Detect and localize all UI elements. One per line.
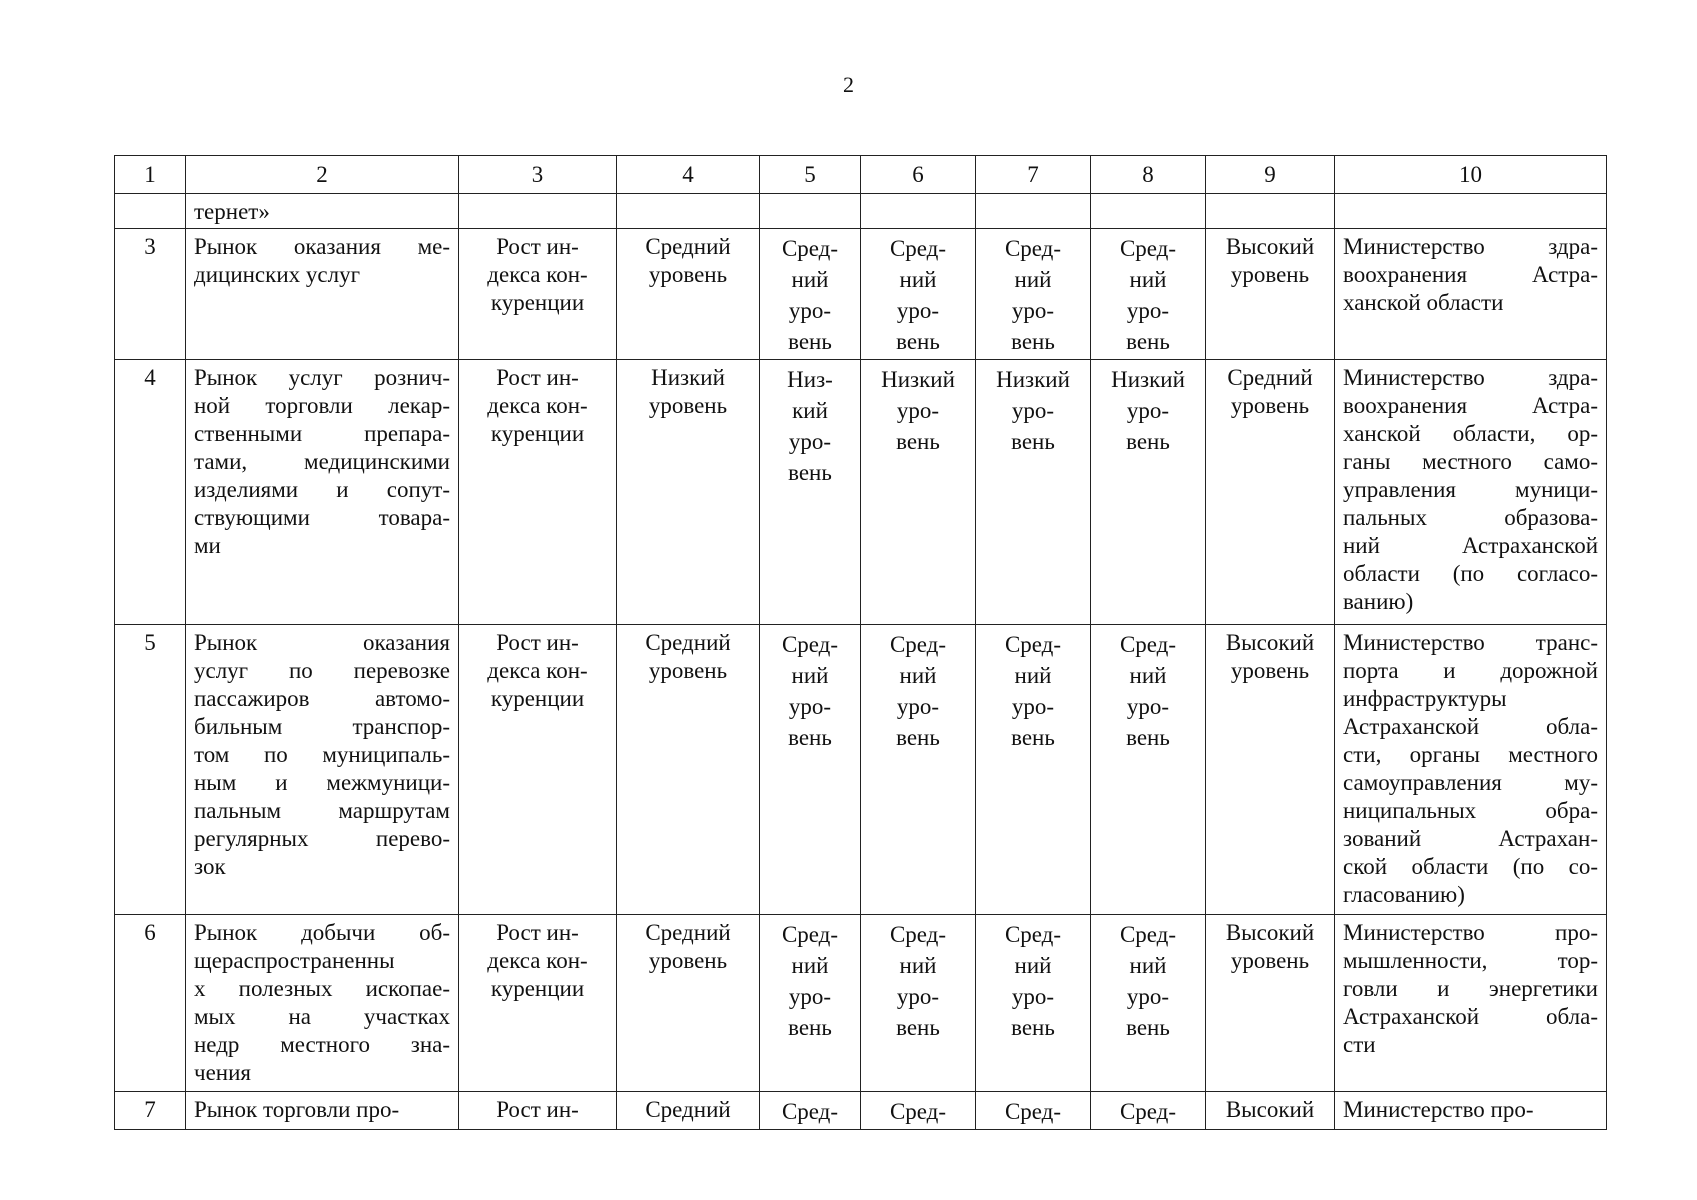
responsible-body-cell xyxy=(1335,625,1607,915)
market-name-cell-line: недр местного зна- xyxy=(194,1032,450,1057)
market-name-cell-line: ным и межмуници- xyxy=(194,770,450,795)
level-2021-cell xyxy=(760,360,861,625)
level-2021-cell-line: Сред- xyxy=(781,632,839,657)
level-2024-cell-line: ний xyxy=(1129,953,1167,978)
level-2024-cell-line: уро- xyxy=(1126,298,1170,323)
level-2024-cell-line: уро- xyxy=(1126,694,1170,719)
level-2024-cell-line: Сред- xyxy=(1119,1099,1177,1124)
growth-index-cell-line: декса кон- xyxy=(487,393,588,418)
level-2024-cell-line: Сред- xyxy=(1119,632,1177,657)
level-2024-cell-line: ний xyxy=(1129,267,1167,292)
level-2024-cell-line: Сред- xyxy=(1119,922,1177,947)
level-2022-cell-line: Низкий xyxy=(881,367,955,392)
level-2020-cell-line: Средний xyxy=(645,234,731,259)
responsible-body-cell-line: ний Астраханской xyxy=(1343,533,1598,558)
row-number: 5 xyxy=(115,625,186,915)
market-name-cell-line: регулярных перево- xyxy=(194,826,450,851)
level-2024-cell xyxy=(1091,625,1206,915)
level-2023-cell-line: вень xyxy=(1011,429,1055,454)
row-number: 3 xyxy=(115,229,186,360)
level-2022-cell-line: Сред- xyxy=(889,1099,947,1124)
market-name-cell xyxy=(186,360,459,625)
growth-index-cell xyxy=(459,1092,617,1130)
level-2023-cell-line: вень xyxy=(1011,1015,1055,1040)
growth-index-cell-line: куренции xyxy=(490,976,585,1001)
responsible-body-cell-line: зований Астрахан- xyxy=(1343,826,1598,851)
level-2021-cell-line: Низ- xyxy=(787,367,833,392)
continuation-row xyxy=(115,194,1607,229)
level-2021-cell xyxy=(760,229,861,360)
table-row xyxy=(115,1092,1607,1130)
level-2025-cell-line: уровень xyxy=(1230,948,1310,973)
growth-index-cell-line: декса кон- xyxy=(487,262,588,287)
responsible-body-cell-line: порта и дорожной xyxy=(1343,658,1598,683)
market-name-cell-line: том по муниципаль- xyxy=(194,742,450,767)
level-2022-cell xyxy=(861,915,976,1092)
level-2023-cell xyxy=(976,915,1091,1092)
level-2021-cell-line: Сред- xyxy=(781,922,839,947)
level-2023-cell-line: вень xyxy=(1011,725,1055,750)
level-2020-cell-line: Средний xyxy=(645,630,731,655)
table-row xyxy=(115,915,1607,1092)
market-name-cell-line: дицинских услуг xyxy=(194,262,360,287)
level-2022-cell-line: Сред- xyxy=(889,922,947,947)
level-2024-cell-line: Сред- xyxy=(1119,236,1177,261)
header-cell-8: 8 xyxy=(1091,156,1206,194)
market-name-cell-line: услуг по перевозке xyxy=(194,658,450,683)
responsible-body-cell xyxy=(1335,1092,1607,1130)
level-2024-cell-line: вень xyxy=(1126,429,1170,454)
level-2020-cell-line: Низкий xyxy=(651,365,725,390)
page-number: 2 xyxy=(843,72,854,97)
level-2024-cell xyxy=(1091,229,1206,360)
growth-index-cell-line: Рост ин- xyxy=(496,920,579,945)
growth-index-cell-line: Рост ин- xyxy=(496,234,579,259)
level-2023-cell-line: Сред- xyxy=(1004,922,1062,947)
level-2025-cell-line: уровень xyxy=(1230,658,1310,683)
market-name-cell-line: х полезных ископае- xyxy=(194,976,450,1001)
level-2022-cell-line: Сред- xyxy=(889,632,947,657)
responsible-body-cell-line: Министерство про- xyxy=(1343,1097,1534,1122)
growth-index-cell-line: декса кон- xyxy=(487,658,588,683)
growth-index-cell xyxy=(459,360,617,625)
level-2021-cell-line: вень xyxy=(788,725,832,750)
responsible-body-cell-line: воохранения Астра- xyxy=(1343,262,1598,287)
responsible-body-cell-line: воохранения Астра- xyxy=(1343,393,1598,418)
level-2021-cell-line: вень xyxy=(788,460,832,485)
level-2025-cell xyxy=(1206,625,1335,915)
responsible-body-cell-line: сти, органы местного xyxy=(1343,742,1598,767)
level-2024-cell-line: вень xyxy=(1126,725,1170,750)
level-2023-cell-line: ний xyxy=(1014,663,1052,688)
responsible-body-cell-line: гласованию) xyxy=(1343,882,1465,907)
level-2024-cell xyxy=(1091,360,1206,625)
responsible-body-cell-line: говли и энергетики xyxy=(1343,976,1598,1001)
market-name-cell-line: зок xyxy=(194,854,226,879)
level-2024-cell-line: ний xyxy=(1129,663,1167,688)
level-2022-cell xyxy=(861,625,976,915)
level-2023-cell xyxy=(976,360,1091,625)
level-2020-cell xyxy=(617,625,760,915)
header-cell-9: 9 xyxy=(1206,156,1335,194)
market-name-cell-line: ной торговли лекар- xyxy=(194,393,450,418)
market-name-cell-line: чения xyxy=(194,1060,251,1085)
level-2020-cell xyxy=(617,1092,760,1130)
level-2022-cell xyxy=(861,360,976,625)
responsible-body-cell xyxy=(1335,229,1607,360)
level-2022-cell-line: вень xyxy=(896,329,940,354)
level-2023-cell xyxy=(976,229,1091,360)
responsible-body-cell-line: управления муници- xyxy=(1343,477,1598,502)
level-2021-cell-line: уро- xyxy=(788,298,832,323)
growth-index-cell xyxy=(459,915,617,1092)
level-2022-cell-line: Сред- xyxy=(889,236,947,261)
level-2021-cell-line: кий xyxy=(792,398,828,423)
market-name-cell-line: Рынок оказания xyxy=(194,630,450,655)
header-cell-4: 4 xyxy=(617,156,760,194)
responsible-body-cell-line: Министерство здра- xyxy=(1343,365,1598,390)
level-2023-cell-line: Сред- xyxy=(1004,632,1062,657)
row-number: 4 xyxy=(115,360,186,625)
header-cell-6: 6 xyxy=(861,156,976,194)
level-2024-cell-line: уро- xyxy=(1126,984,1170,1009)
growth-index-cell-line: куренции xyxy=(490,290,585,315)
level-2024-cell xyxy=(1091,915,1206,1092)
level-2025-cell-line: Высокий xyxy=(1225,920,1315,945)
level-2021-cell-line: ний xyxy=(791,663,829,688)
growth-index-cell-line: Рост ин- xyxy=(496,1097,579,1122)
market-name-cell-line: мых на участках xyxy=(194,1004,450,1029)
level-2022-cell-line: уро- xyxy=(896,298,940,323)
level-2020-cell xyxy=(617,229,760,360)
level-2025-cell xyxy=(1206,360,1335,625)
level-2021-cell xyxy=(760,625,861,915)
level-2024-cell-line: вень xyxy=(1126,329,1170,354)
responsible-body-cell-line: Министерство здра- xyxy=(1343,234,1598,259)
responsible-body-cell-line: самоуправления му- xyxy=(1343,770,1598,795)
market-name-cell xyxy=(186,229,459,360)
continuation-text: тернет» xyxy=(186,194,459,229)
level-2023-cell-line: Сред- xyxy=(1004,1099,1062,1124)
market-name-cell-line: ственными препара- xyxy=(194,421,450,446)
level-2022-cell-line: ний xyxy=(899,267,937,292)
market-name-cell-line: тами, медицинскими xyxy=(194,449,450,474)
level-2020-cell-line: уровень xyxy=(648,658,728,683)
market-name-cell-line: бильным транспор- xyxy=(194,714,450,739)
growth-index-cell-line: куренции xyxy=(490,421,585,446)
level-2021-cell-line: уро- xyxy=(788,694,832,719)
header-cell-2: 2 xyxy=(186,156,459,194)
level-2022-cell-line: ний xyxy=(899,953,937,978)
level-2025-cell-line: Высокий xyxy=(1225,234,1315,259)
responsible-body-cell-line: Министерство транс- xyxy=(1343,630,1598,655)
market-name-cell-line: Рынок добычи об- xyxy=(194,920,450,945)
level-2021-cell-line: Сред- xyxy=(781,1099,839,1124)
market-name-cell xyxy=(186,1092,459,1130)
level-2023-cell xyxy=(976,625,1091,915)
responsible-body-cell-line: Астраханской обла- xyxy=(1343,1004,1598,1029)
level-2021-cell-line: вень xyxy=(788,1015,832,1040)
level-2023-cell-line: уро- xyxy=(1011,694,1055,719)
market-name-cell-line: Рынок услуг рознич- xyxy=(194,365,450,390)
header-row xyxy=(115,156,1607,194)
responsible-body-cell-line: сти xyxy=(1343,1032,1376,1057)
level-2020-cell-line: Средний xyxy=(645,1097,731,1122)
market-name-cell-line: пальным маршрутам xyxy=(194,798,450,823)
competition-table xyxy=(114,155,1607,1130)
level-2021-cell xyxy=(760,1092,861,1130)
level-2024-cell xyxy=(1091,1092,1206,1130)
market-name-cell xyxy=(186,915,459,1092)
market-name-cell-line: ми xyxy=(194,533,221,558)
level-2022-cell-line: уро- xyxy=(896,984,940,1009)
level-2022-cell-line: ний xyxy=(899,663,937,688)
level-2022-cell xyxy=(861,229,976,360)
table-row xyxy=(115,360,1607,625)
growth-index-cell-line: декса кон- xyxy=(487,948,588,973)
responsible-body-cell xyxy=(1335,915,1607,1092)
level-2020-cell-line: уровень xyxy=(648,393,728,418)
responsible-body-cell-line: ганы местного само- xyxy=(1343,449,1598,474)
level-2025-cell-line: Средний xyxy=(1227,365,1313,390)
level-2021-cell-line: ний xyxy=(791,267,829,292)
level-2023-cell-line: ний xyxy=(1014,953,1052,978)
growth-index-cell-line: куренции xyxy=(490,686,585,711)
responsible-body-cell-line: пальных образова- xyxy=(1343,505,1598,530)
level-2025-cell xyxy=(1206,915,1335,1092)
market-name-cell-line: Рынок оказания ме- xyxy=(194,234,450,259)
level-2023-cell-line: уро- xyxy=(1011,984,1055,1009)
table-row xyxy=(115,625,1607,915)
header-cell-1: 1 xyxy=(115,156,186,194)
market-name-cell-line: ствующими товара- xyxy=(194,505,450,530)
responsible-body-cell-line: ханской области xyxy=(1343,290,1504,315)
header-cell-5: 5 xyxy=(760,156,861,194)
responsible-body-cell-line: ванию) xyxy=(1343,589,1414,614)
responsible-body-cell-line: ханской области, ор- xyxy=(1343,421,1598,446)
row-number: 6 xyxy=(115,915,186,1092)
market-name-cell-line: изделиями и сопут- xyxy=(194,477,450,502)
level-2021-cell-line: уро- xyxy=(788,429,832,454)
level-2024-cell-line: Низкий xyxy=(1111,367,1185,392)
header-cell-10: 10 xyxy=(1335,156,1607,194)
level-2023-cell-line: ний xyxy=(1014,267,1052,292)
header-cell-3: 3 xyxy=(459,156,617,194)
level-2023-cell-line: Сред- xyxy=(1004,236,1062,261)
level-2024-cell-line: уро- xyxy=(1126,398,1170,423)
level-2021-cell-line: вень xyxy=(788,329,832,354)
level-2025-cell xyxy=(1206,1092,1335,1130)
responsible-body-cell-line: мышленности, тор- xyxy=(1343,948,1598,973)
level-2022-cell-line: вень xyxy=(896,725,940,750)
level-2021-cell xyxy=(760,915,861,1092)
market-name-cell-line: Рынок торговли про- xyxy=(194,1097,400,1122)
row-number: 7 xyxy=(115,1092,186,1130)
header-cell-7: 7 xyxy=(976,156,1091,194)
responsible-body-cell-line: инфраструктуры xyxy=(1343,686,1507,711)
level-2023-cell xyxy=(976,1092,1091,1130)
responsible-body-cell xyxy=(1335,360,1607,625)
level-2022-cell-line: вень xyxy=(896,1015,940,1040)
level-2023-cell-line: вень xyxy=(1011,329,1055,354)
growth-index-cell xyxy=(459,625,617,915)
level-2020-cell xyxy=(617,360,760,625)
level-2020-cell-line: уровень xyxy=(648,262,728,287)
responsible-body-cell-line: Министерство про- xyxy=(1343,920,1598,945)
market-name-cell-line: щераспространенны xyxy=(194,948,395,973)
responsible-body-cell-line: Астраханской обла- xyxy=(1343,714,1598,739)
level-2022-cell-line: уро- xyxy=(896,694,940,719)
level-2020-cell-line: Средний xyxy=(645,920,731,945)
level-2021-cell-line: ний xyxy=(791,953,829,978)
level-2022-cell xyxy=(861,1092,976,1130)
level-2022-cell-line: уро- xyxy=(896,398,940,423)
growth-index-cell-line: Рост ин- xyxy=(496,630,579,655)
level-2025-cell-line: Высокий xyxy=(1225,1097,1315,1122)
growth-index-cell xyxy=(459,229,617,360)
level-2022-cell-line: вень xyxy=(896,429,940,454)
level-2023-cell-line: уро- xyxy=(1011,398,1055,423)
market-name-cell-line: пассажиров автомо- xyxy=(194,686,450,711)
level-2023-cell-line: уро- xyxy=(1011,298,1055,323)
level-2023-cell-line: Низкий xyxy=(996,367,1070,392)
level-2020-cell xyxy=(617,915,760,1092)
level-2025-cell-line: уровень xyxy=(1230,393,1310,418)
level-2020-cell-line: уровень xyxy=(648,948,728,973)
responsible-body-cell-line: ской области (по со- xyxy=(1343,854,1598,879)
level-2025-cell xyxy=(1206,229,1335,360)
level-2025-cell-line: Высокий xyxy=(1225,630,1315,655)
growth-index-cell-line: Рост ин- xyxy=(496,365,579,390)
level-2025-cell-line: уровень xyxy=(1230,262,1310,287)
level-2024-cell-line: вень xyxy=(1126,1015,1170,1040)
market-name-cell xyxy=(186,625,459,915)
level-2021-cell-line: Сред- xyxy=(781,236,839,261)
table-row xyxy=(115,229,1607,360)
responsible-body-cell-line: ниципальных обра- xyxy=(1343,798,1598,823)
responsible-body-cell-line: области (по согласо- xyxy=(1343,561,1598,586)
level-2021-cell-line: уро- xyxy=(788,984,832,1009)
